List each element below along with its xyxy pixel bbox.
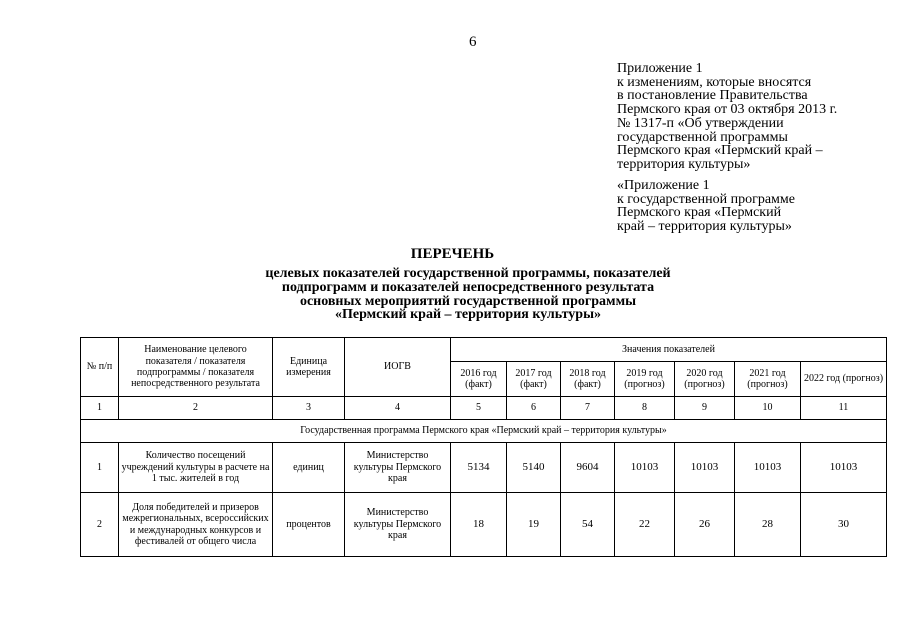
row-unit: единиц [273, 443, 345, 493]
row-iogv: Министерство культуры Пермского края [345, 443, 451, 493]
header-year: 2020 год (прогноз) [675, 362, 735, 397]
header-year: 2017 год (факт) [507, 362, 561, 397]
row-value: 26 [675, 493, 735, 557]
row-iogv: Министерство культуры Пермского края [345, 493, 451, 557]
column-number: 11 [801, 397, 887, 420]
column-number: 8 [615, 397, 675, 420]
subtitle-line: основных мероприятий государственной программы [299, 293, 637, 309]
row-indicator-name: Доля победителей и призеров межрегиональных, всероссийских и международных конкурсов и фестивалей от общего числа [119, 493, 273, 557]
appendix-line: край – территория культуры» [617, 219, 792, 235]
header-iogv: ИОГВ [345, 338, 451, 397]
column-number: 1 [81, 397, 119, 420]
table-row [81, 493, 887, 557]
row-value: 28 [735, 493, 801, 557]
row-num: 1 [81, 443, 119, 493]
appendix-line: № 1317-п «Об утверждении [617, 115, 784, 131]
column-number: 6 [507, 397, 561, 420]
row-value: 30 [801, 493, 887, 557]
row-value: 5140 [507, 443, 561, 493]
appendix-line: в постановление Правительства [617, 88, 808, 104]
header-year: 2021 год (прогноз) [735, 362, 801, 397]
subtitle-line: целевых показателей государственной программы, показателей [265, 266, 671, 281]
header-num: № п/п [81, 338, 119, 397]
row-value: 19 [507, 493, 561, 557]
header-name: Наименование целевого показателя / показателя подпрограммы / показателя непосредственного результата [119, 338, 273, 397]
header-year: 2016 год (факт) [451, 362, 507, 397]
subtitle-line: подпрограмм и показателей непосредственного результата [281, 279, 655, 295]
row-num: 2 [81, 493, 119, 557]
header-year: 2022 год (прогноз) [801, 362, 887, 397]
column-number: 10 [735, 397, 801, 420]
row-value: 5134 [451, 443, 507, 493]
header-values-group: Значения показателей [451, 338, 887, 362]
row-value: 10103 [615, 443, 675, 493]
header-year: 2019 год (прогноз) [615, 362, 675, 397]
column-number: 5 [451, 397, 507, 420]
column-number: 4 [345, 397, 451, 420]
row-value: 22 [615, 493, 675, 557]
row-unit: процентов [273, 493, 345, 557]
row-value: 18 [451, 493, 507, 557]
appendix-line: Пермского края от 03 октября 2013 г. [617, 102, 838, 118]
column-number: 7 [561, 397, 615, 420]
appendix-note-amendments [617, 62, 837, 172]
row-value: 54 [561, 493, 615, 557]
header-unit: Единица измерения [273, 338, 345, 397]
column-number: 2 [119, 397, 273, 420]
appendix-line: Пермского края «Пермский край – [617, 143, 823, 159]
table-row [81, 443, 887, 493]
column-number: 9 [675, 397, 735, 420]
program-title-row: Государственная программа Пермского края «Пермский край – территория культуры» [81, 420, 887, 443]
column-number: 3 [273, 397, 345, 420]
document-subtitle [238, 267, 698, 322]
appendix-note-program [617, 179, 795, 234]
appendix-line: «Приложение 1 [617, 178, 710, 193]
appendix-line: территория культуры» [617, 156, 751, 172]
appendix-line: к государственной программе [617, 191, 795, 207]
header-year: 2018 год (факт) [561, 362, 615, 397]
appendix-line: Пермского края «Пермский [617, 205, 782, 221]
page-number: 6 [469, 34, 477, 50]
subtitle-line: «Пермский край – территория культуры» [334, 307, 602, 323]
row-indicator-name: Количество посещений учреждений культуры в расчете на 1 тыс. жителей в год [119, 443, 273, 493]
row-value: 10103 [675, 443, 735, 493]
row-value: 10103 [801, 443, 887, 493]
document-title: ПЕРЕЧЕНЬ [410, 246, 495, 262]
row-value: 9604 [561, 443, 615, 493]
appendix-line: к изменениям, которые вносятся [617, 74, 812, 90]
row-value: 10103 [735, 443, 801, 493]
indicators-table [80, 337, 887, 557]
appendix-line: государственной программы [617, 129, 788, 145]
appendix-line: Приложение 1 [617, 61, 703, 76]
